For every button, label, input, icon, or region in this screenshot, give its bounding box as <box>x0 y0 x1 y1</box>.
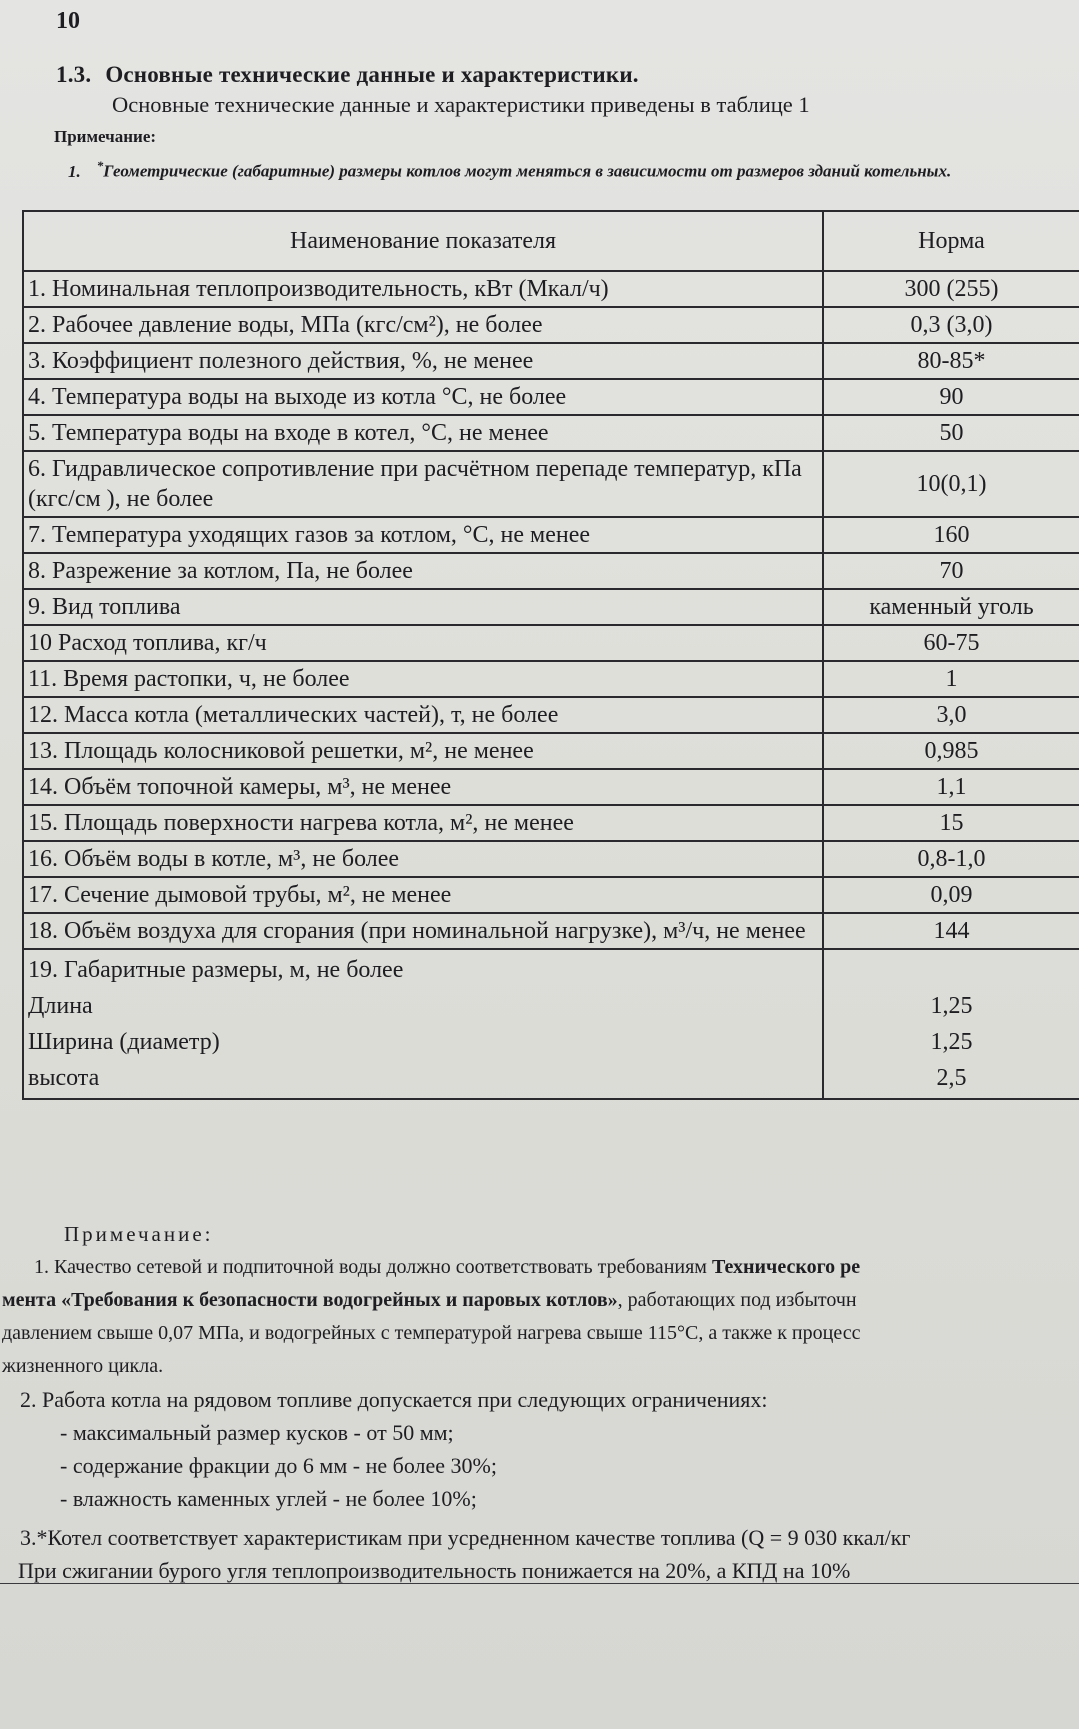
intro-text: Основные технические данные и характеристики приведены в таблице 1 <box>112 92 810 117</box>
notes-title: Примечание: <box>64 1222 214 1246</box>
note-3-line: При сжигании бурого угля теплопроизводительность понижается на 20%, а КПД на 10% <box>18 1558 851 1583</box>
spec-table <box>22 210 1079 1100</box>
table-row <box>23 913 1079 949</box>
row-name: 1. Номинальная теплопроизводительность, кВт (Мкал/ч) <box>23 271 823 307</box>
note-1-text: Геометрические (габаритные) размеры котлов могут меняться в зависимости от размеров зданий котельных. <box>103 161 952 181</box>
row-name: 17. Сечение дымовой трубы, м², не менее <box>23 877 823 913</box>
note-1a: 1. Качество сетевой и подпиточной воды должно соответствовать требованиям <box>34 1256 712 1278</box>
dims-width-label: Ширина (диаметр) <box>28 1029 220 1055</box>
row-value: 50 <box>823 415 1079 451</box>
row-name: 11. Время растопки, ч, не более <box>23 661 823 697</box>
note-1-line <box>0 1284 1079 1317</box>
section-number: 1.3. <box>56 62 92 87</box>
note-heading: Примечание: <box>54 127 157 146</box>
page-number: 10 <box>56 8 80 34</box>
row-value: 1 <box>823 661 1079 697</box>
note-3: 3.*Котел соответствует характеристикам при усредненном качестве топлива (Q = 9 030 ккал/кг <box>20 1525 911 1550</box>
note-1 <box>68 152 1068 185</box>
row-name: 18. Объём воздуха для сгорания (при номинальной нагрузке), м³/ч, не менее <box>23 913 823 949</box>
row-name: 16. Объём воды в котле, м³, не более <box>23 841 823 877</box>
row-value: 160 <box>823 517 1079 553</box>
note-2-item: - содержание фракции до 6 мм - не более 30%; <box>60 1453 497 1478</box>
row-value: 1,1 <box>823 769 1079 805</box>
table-row <box>23 805 1079 841</box>
row-name: 15. Площадь поверхности нагрева котла, м², не менее <box>23 805 823 841</box>
header-name: Наименование показателя <box>23 211 823 271</box>
dims-height: 2,5 <box>936 1065 967 1091</box>
dims-length: 1,25 <box>930 993 973 1019</box>
row-value: 0,3 (3,0) <box>823 307 1079 343</box>
table-row <box>23 877 1079 913</box>
table-row <box>23 415 1079 451</box>
row-name: 4. Температура воды на выходе из котла °С, не более <box>23 379 823 415</box>
row-value: 144 <box>823 913 1079 949</box>
row-name: 7. Температура уходящих газов за котлом, °С, не менее <box>23 517 823 553</box>
header-norm: Норма <box>823 211 1079 271</box>
dims-title: 19. Габаритные размеры, м, не более <box>28 957 404 983</box>
asterisk: * <box>96 158 104 173</box>
row-name: 10 Расход топлива, кг/ч <box>23 625 823 661</box>
section-heading <box>56 62 639 88</box>
row-value: 0,8-1,0 <box>823 841 1079 877</box>
table-row <box>23 733 1079 769</box>
note-1-line: жизненного цикла. <box>2 1355 164 1377</box>
table-row-dimensions <box>23 949 1079 1099</box>
table-header-row <box>23 211 1079 271</box>
table-row <box>23 379 1079 415</box>
table-row <box>23 769 1079 805</box>
row-value: 90 <box>823 379 1079 415</box>
row-value: 70 <box>823 553 1079 589</box>
row-value: 0,985 <box>823 733 1079 769</box>
row-name: 3. Коэффициент полезного действия, %, не менее <box>23 343 823 379</box>
table-row <box>23 625 1079 661</box>
table-row <box>23 271 1079 307</box>
note-2-item: - максимальный размер кусков - от 50 мм; <box>60 1420 454 1445</box>
bottom-rule <box>0 1583 1079 1584</box>
note-1-line <box>0 1251 1079 1284</box>
dims-names <box>23 949 823 1099</box>
row-value: 80-85* <box>823 343 1079 379</box>
table-row <box>23 589 1079 625</box>
row-value: 300 (255) <box>823 271 1079 307</box>
table-row <box>23 307 1079 343</box>
row-value: 3,0 <box>823 697 1079 733</box>
note-1-number: 1. <box>68 161 81 181</box>
row-value: 0,09 <box>823 877 1079 913</box>
dims-height-label: высота <box>28 1065 100 1091</box>
table-row <box>23 517 1079 553</box>
table-row <box>23 553 1079 589</box>
row-name: 6. Гидравлическое сопротивление при расчётном перепаде температур, кПа (кгс/см ), не более <box>23 451 823 517</box>
row-name: 5. Температура воды на входе в котел, °С, не менее <box>23 415 823 451</box>
table-row <box>23 697 1079 733</box>
row-name: 9. Вид топлива <box>23 589 823 625</box>
table-row <box>23 451 1079 517</box>
notes-block <box>0 1218 1079 1587</box>
row-value: 60-75 <box>823 625 1079 661</box>
row-value: 10(0,1) <box>823 451 1079 517</box>
dims-length-label: Длина <box>28 993 93 1019</box>
table-row <box>23 343 1079 379</box>
row-value: каменный уголь <box>823 589 1079 625</box>
dims-values <box>823 949 1079 1099</box>
row-name: 14. Объём топочной камеры, м³, не менее <box>23 769 823 805</box>
note-1c: мента «Требования к безопасности водогрейных и паровых котлов» <box>2 1289 618 1311</box>
note-1d: , работающих под избыточн <box>617 1289 857 1311</box>
row-name: 12. Масса котла (металлических частей), т, не более <box>23 697 823 733</box>
row-name: 13. Площадь колосниковой решетки, м², не менее <box>23 733 823 769</box>
row-name: 2. Рабочее давление воды, МПа (кгс/см²), не более <box>23 307 823 343</box>
note-1-line: давлением свыше 0,07 МПа, и водогрейных с температурой нагрева свыше 115°С, а также к процесс <box>2 1322 861 1344</box>
table-row <box>23 661 1079 697</box>
note-2-item: - влажность каменных углей - не более 10%; <box>60 1486 477 1511</box>
table-row <box>23 841 1079 877</box>
row-name: 8. Разрежение за котлом, Па, не более <box>23 553 823 589</box>
note-2: 2. Работа котла на рядовом топливе допускается при следующих ограничениях: <box>20 1387 768 1412</box>
row-value: 15 <box>823 805 1079 841</box>
dims-width: 1,25 <box>930 1029 973 1055</box>
note-1b: Технического ре <box>711 1256 861 1278</box>
section-title: Основные технические данные и характеристики. <box>105 62 639 87</box>
